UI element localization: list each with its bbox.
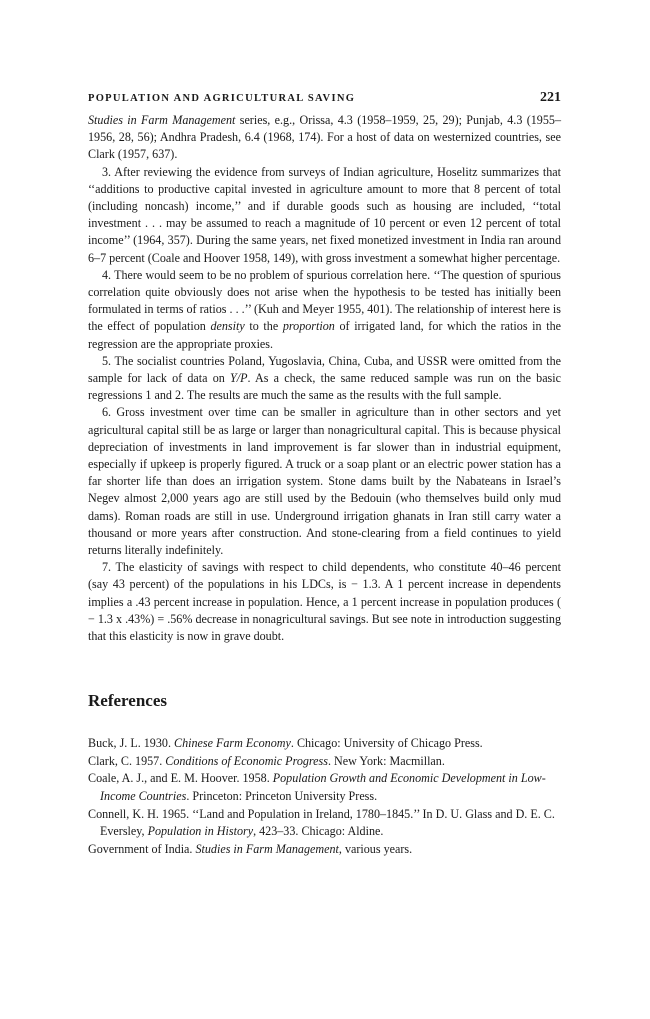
- text-segment: . Chicago: University of Chicago Press.: [290, 736, 483, 751]
- italic-text: Population Growth and Economic Development in Low-Income Countries: [100, 771, 546, 804]
- reference-entry: [88, 841, 561, 859]
- reference-list: [88, 735, 561, 858]
- reference-entry: [88, 770, 561, 805]
- endnote-paragraph: [88, 164, 561, 267]
- text-segment: . New York: Macmillan.: [327, 753, 445, 768]
- italic-text: Population in History: [147, 824, 254, 839]
- text-segment: to the: [244, 319, 283, 334]
- endnote-paragraph: [88, 559, 561, 645]
- text-segment: , 423–33. Chicago: Aldine.: [253, 824, 384, 839]
- reference-entry: [88, 806, 561, 841]
- running-title: POPULATION AND AGRICULTURAL SAVING: [88, 93, 356, 104]
- text-segment: Connell, K. H. 1965. ‘‘Land and Population in Ireland, 1780–1845.’’ In D. U. Glass and D. E. C. Eversley,: [88, 806, 555, 839]
- italic-text: Chinese Farm Economy: [174, 736, 291, 751]
- text-segment: 7. The elasticity of savings with respect to child dependents, who constitute 40–46 percent (say 43 percent) of the populations in his LDCs, is − 1.3. A 1 percent increase in dependents implies a .43 percent increase in population. Hence, a 1 percent increase in population produces ( − 1.3 x .43%) = .56% decrease in nonagricultural savings. But see note in introduction suggesting that this elasticity is now in grave doubt.: [88, 560, 561, 644]
- italic-text: Conditions of Economic Progress: [165, 753, 328, 768]
- reference-entry: [88, 735, 561, 753]
- text-segment: Coale, A. J., and E. M. Hoover. 1958.: [88, 771, 273, 786]
- endnote-paragraph: [88, 112, 561, 164]
- italic-text: Studies in Farm Management: [88, 113, 236, 127]
- text-segment: 4. There would seem to be no problem of spurious correlation here. ‘‘The question of spurious correlation quite obviously does not arise when the hypothesis to be tested has initially been formulated in terms of ratios . . .’’ (Kuh and Meyer 1955, 401). The relationship of interest here is the effect of population: [88, 267, 561, 334]
- text-segment: of irrigated land, for which the ratios in the regression are the appropriate proxies.: [88, 319, 561, 351]
- running-head: [88, 90, 561, 106]
- text-segment: , various years.: [338, 841, 413, 856]
- text-segment: 6. Gross investment over time can be smaller in agriculture than in other sectors and yet agricultural capital still be as large or larger than nonagricultural capital. This is because physical depreciation of investments in land improvement is far slower than in industrial equipment, especially if upkeep is properly figured. A truck or a soap plant or an electric power station has a far shorter life than does an irrigation system. Stone dams built by the Nabateans in Israel’s Negev almost 2,000 years ago are still used by the Bedouin (who themselves build only mud dams). Roman roads are still in use. Underground irrigation ghanats in Iran still carry water a thousand or more years after construction. And stone-clearing from a field continues to yield returns literally indefinitely.: [88, 405, 561, 558]
- text-segment: 5. The socialist countries Poland, Yugoslavia, China, Cuba, and USSR were omitted from the sample for lack of data on: [88, 353, 561, 386]
- endnote-paragraph: [88, 404, 561, 559]
- reference-entry: [88, 753, 561, 771]
- text-segment: series, e.g., Orissa, 4.3 (1958–1959, 25, 29); Punjab, 4.3 (1955–1956, 28, 56); Andhra Pradesh, 6.4 (1968, 174). For a host of data on westernized countries, see Clark (1957, 637).: [88, 113, 561, 162]
- italic-text: Y/P: [229, 371, 248, 386]
- page-number: 221: [540, 90, 561, 105]
- italic-text: Studies in Farm Management: [195, 841, 339, 856]
- text-segment: Clark, C. 1957.: [88, 753, 166, 768]
- text-segment: 3. After reviewing the evidence from surveys of Indian agriculture, Hoselitz summarizes that ‘‘additions to productive capital invested in agriculture amount to more that 8 percent of total (including noncash) income,’’ and if durable goods such as housing are included, ‘‘total investment . . . may be assumed to reach a magnitude of 10 percent or even 12 percent of total income’’ (1964, 357). During the same years, net fixed monetized investment in India ran around 6–7 percent (Coale and Hoover 1958, 149), with gross investment a somewhat higher percentage.: [88, 164, 561, 265]
- text-segment: . Princeton: Princeton University Press.: [186, 789, 378, 804]
- text-segment: . As a check, the same reduced sample was run on the basic regressions 1 and 2. The results are much the same as the results with the full sample.: [88, 371, 561, 403]
- book-page: [88, 90, 561, 858]
- references-heading: References: [88, 691, 167, 711]
- text-segment: Buck, J. L. 1930.: [88, 736, 174, 751]
- endnote-paragraph: [88, 353, 561, 405]
- endnotes: [88, 112, 561, 645]
- endnote-paragraph: [88, 267, 561, 353]
- text-segment: Government of India.: [88, 841, 196, 856]
- italic-text: proportion: [282, 319, 335, 334]
- italic-text: density: [210, 319, 245, 334]
